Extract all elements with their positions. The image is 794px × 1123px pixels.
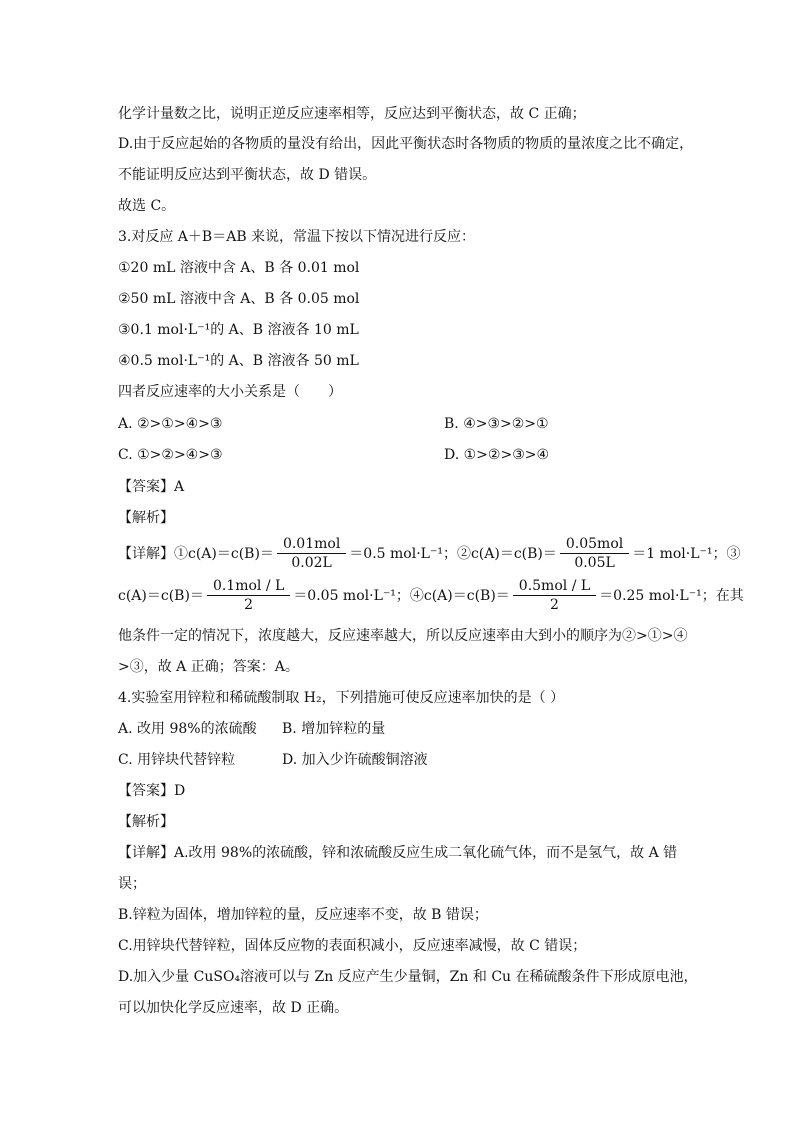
text-line: 误；: [118, 876, 146, 892]
q4-option-d: D. 加入少许硫酸铜溶液: [282, 752, 428, 768]
text-line: 【详解】A.改用 98%的浓硫酸，锌和浓硫酸反应生成二氧化硫气体，而不是氢气，故 A 错: [118, 845, 678, 861]
fraction-denominator: 2: [244, 596, 254, 613]
fraction-denominator: 0.02L: [291, 554, 332, 571]
fraction-denominator: 2: [550, 596, 559, 613]
text-line: B.锌粒为固体，增加锌粒的量，反应速率不变，故 B 错误；: [118, 907, 488, 923]
q3-answer: 【答案】A: [118, 479, 185, 495]
fraction-numerator: 0.01mol: [277, 535, 346, 554]
fraction: [513, 577, 596, 614]
condition-3: ③0.1 mol·L⁻¹的 A、B 溶液各 10 mL: [118, 322, 359, 338]
fraction: [560, 535, 629, 572]
fraction: [277, 535, 346, 572]
q3-option-a: A. ②>①>④>③: [118, 416, 223, 432]
q3-option-b: B. ④>③>②>①: [444, 416, 549, 432]
text-line: D.加入少量 CuSO₄溶液可以与 Zn 反应产生少量铜，Zn 和 Cu 在稀硫酸条件下形成原电池，: [118, 969, 698, 985]
fraction-numerator: 0.5mol / L: [513, 577, 596, 596]
text-line: 不能证明反应达到平衡状态，故 D 错误。: [118, 167, 377, 183]
question-4-stem: 4.实验室用锌粒和稀硫酸制取 H₂，下列措施可使反应速率加快的是（ ）: [118, 690, 565, 706]
detail-text: ＝1 mol·L⁻¹；③: [632, 546, 741, 562]
q4-answer: 【答案】D: [118, 783, 186, 799]
question-3-ask: 四者反应速率的大小关系是（ ）: [118, 384, 342, 400]
q3-option-c: C. ①>②>④>③: [118, 447, 223, 463]
text-line: D.由于反应起始的各物质的量没有给出，因此平衡状态时各物质的物质的量浓度之比不确定，: [118, 136, 694, 152]
detail-text: 【详解】①c(A)＝c(B)＝: [118, 546, 274, 562]
question-3-stem: 3.对反应 A＋B＝AB 来说，常温下按以下情况进行反应：: [118, 229, 476, 245]
text-line: 他条件一定的情况下，浓度越大，反应速率越大，所以反应速率由大到小的顺序为②>①>④: [118, 628, 688, 644]
fraction: [207, 577, 290, 614]
text-line: 可以加快化学反应速率，故 D 正确。: [118, 1000, 349, 1016]
text-line: 故选 C。: [118, 198, 176, 214]
fraction-denominator: 0.05L: [574, 554, 615, 571]
q4-option-b: B. 增加锌粒的量: [282, 721, 386, 737]
q3-option-d: D. ①>②>③>④: [444, 447, 550, 463]
fraction-numerator: 0.05mol: [560, 535, 629, 554]
text-line: C.用锌块代替锌粒，固体反应物的表面积减小，反应速率减慢，故 C 错误；: [118, 938, 587, 954]
q4-option-c: C. 用锌块代替锌粒: [118, 752, 236, 768]
detail-text: c(A)＝c(B)＝: [118, 588, 204, 604]
text-line: 化学计量数之比，说明正逆反应速率相等，反应达到平衡状态，故 C 正确；: [118, 106, 586, 122]
q4-option-a: A. 改用 98%的浓硫酸: [118, 721, 257, 737]
detail-text: ＝0.25 mol·L⁻¹；在其: [599, 588, 744, 604]
fraction-numerator: 0.1mol / L: [207, 577, 290, 596]
condition-2: ②50 mL 溶液中含 A、B 各 0.05 mol: [118, 291, 360, 307]
condition-1: ①20 mL 溶液中含 A、B 各 0.01 mol: [118, 260, 360, 276]
text-line: >③，故 A 正确；答案：A。: [118, 659, 299, 675]
detail-text: ＝0.05 mol·L⁻¹；④c(A)＝c(B)＝: [293, 588, 510, 604]
condition-4: ④0.5 mol·L⁻¹的 A、B 溶液各 50 mL: [118, 353, 359, 369]
detail-text: ＝0.5 mol·L⁻¹；②c(A)＝c(B)＝: [349, 546, 557, 562]
q3-analysis-label: 【解析】: [118, 510, 174, 526]
q3-detail-row-2: [118, 570, 744, 620]
q4-analysis-label: 【解析】: [118, 814, 174, 830]
